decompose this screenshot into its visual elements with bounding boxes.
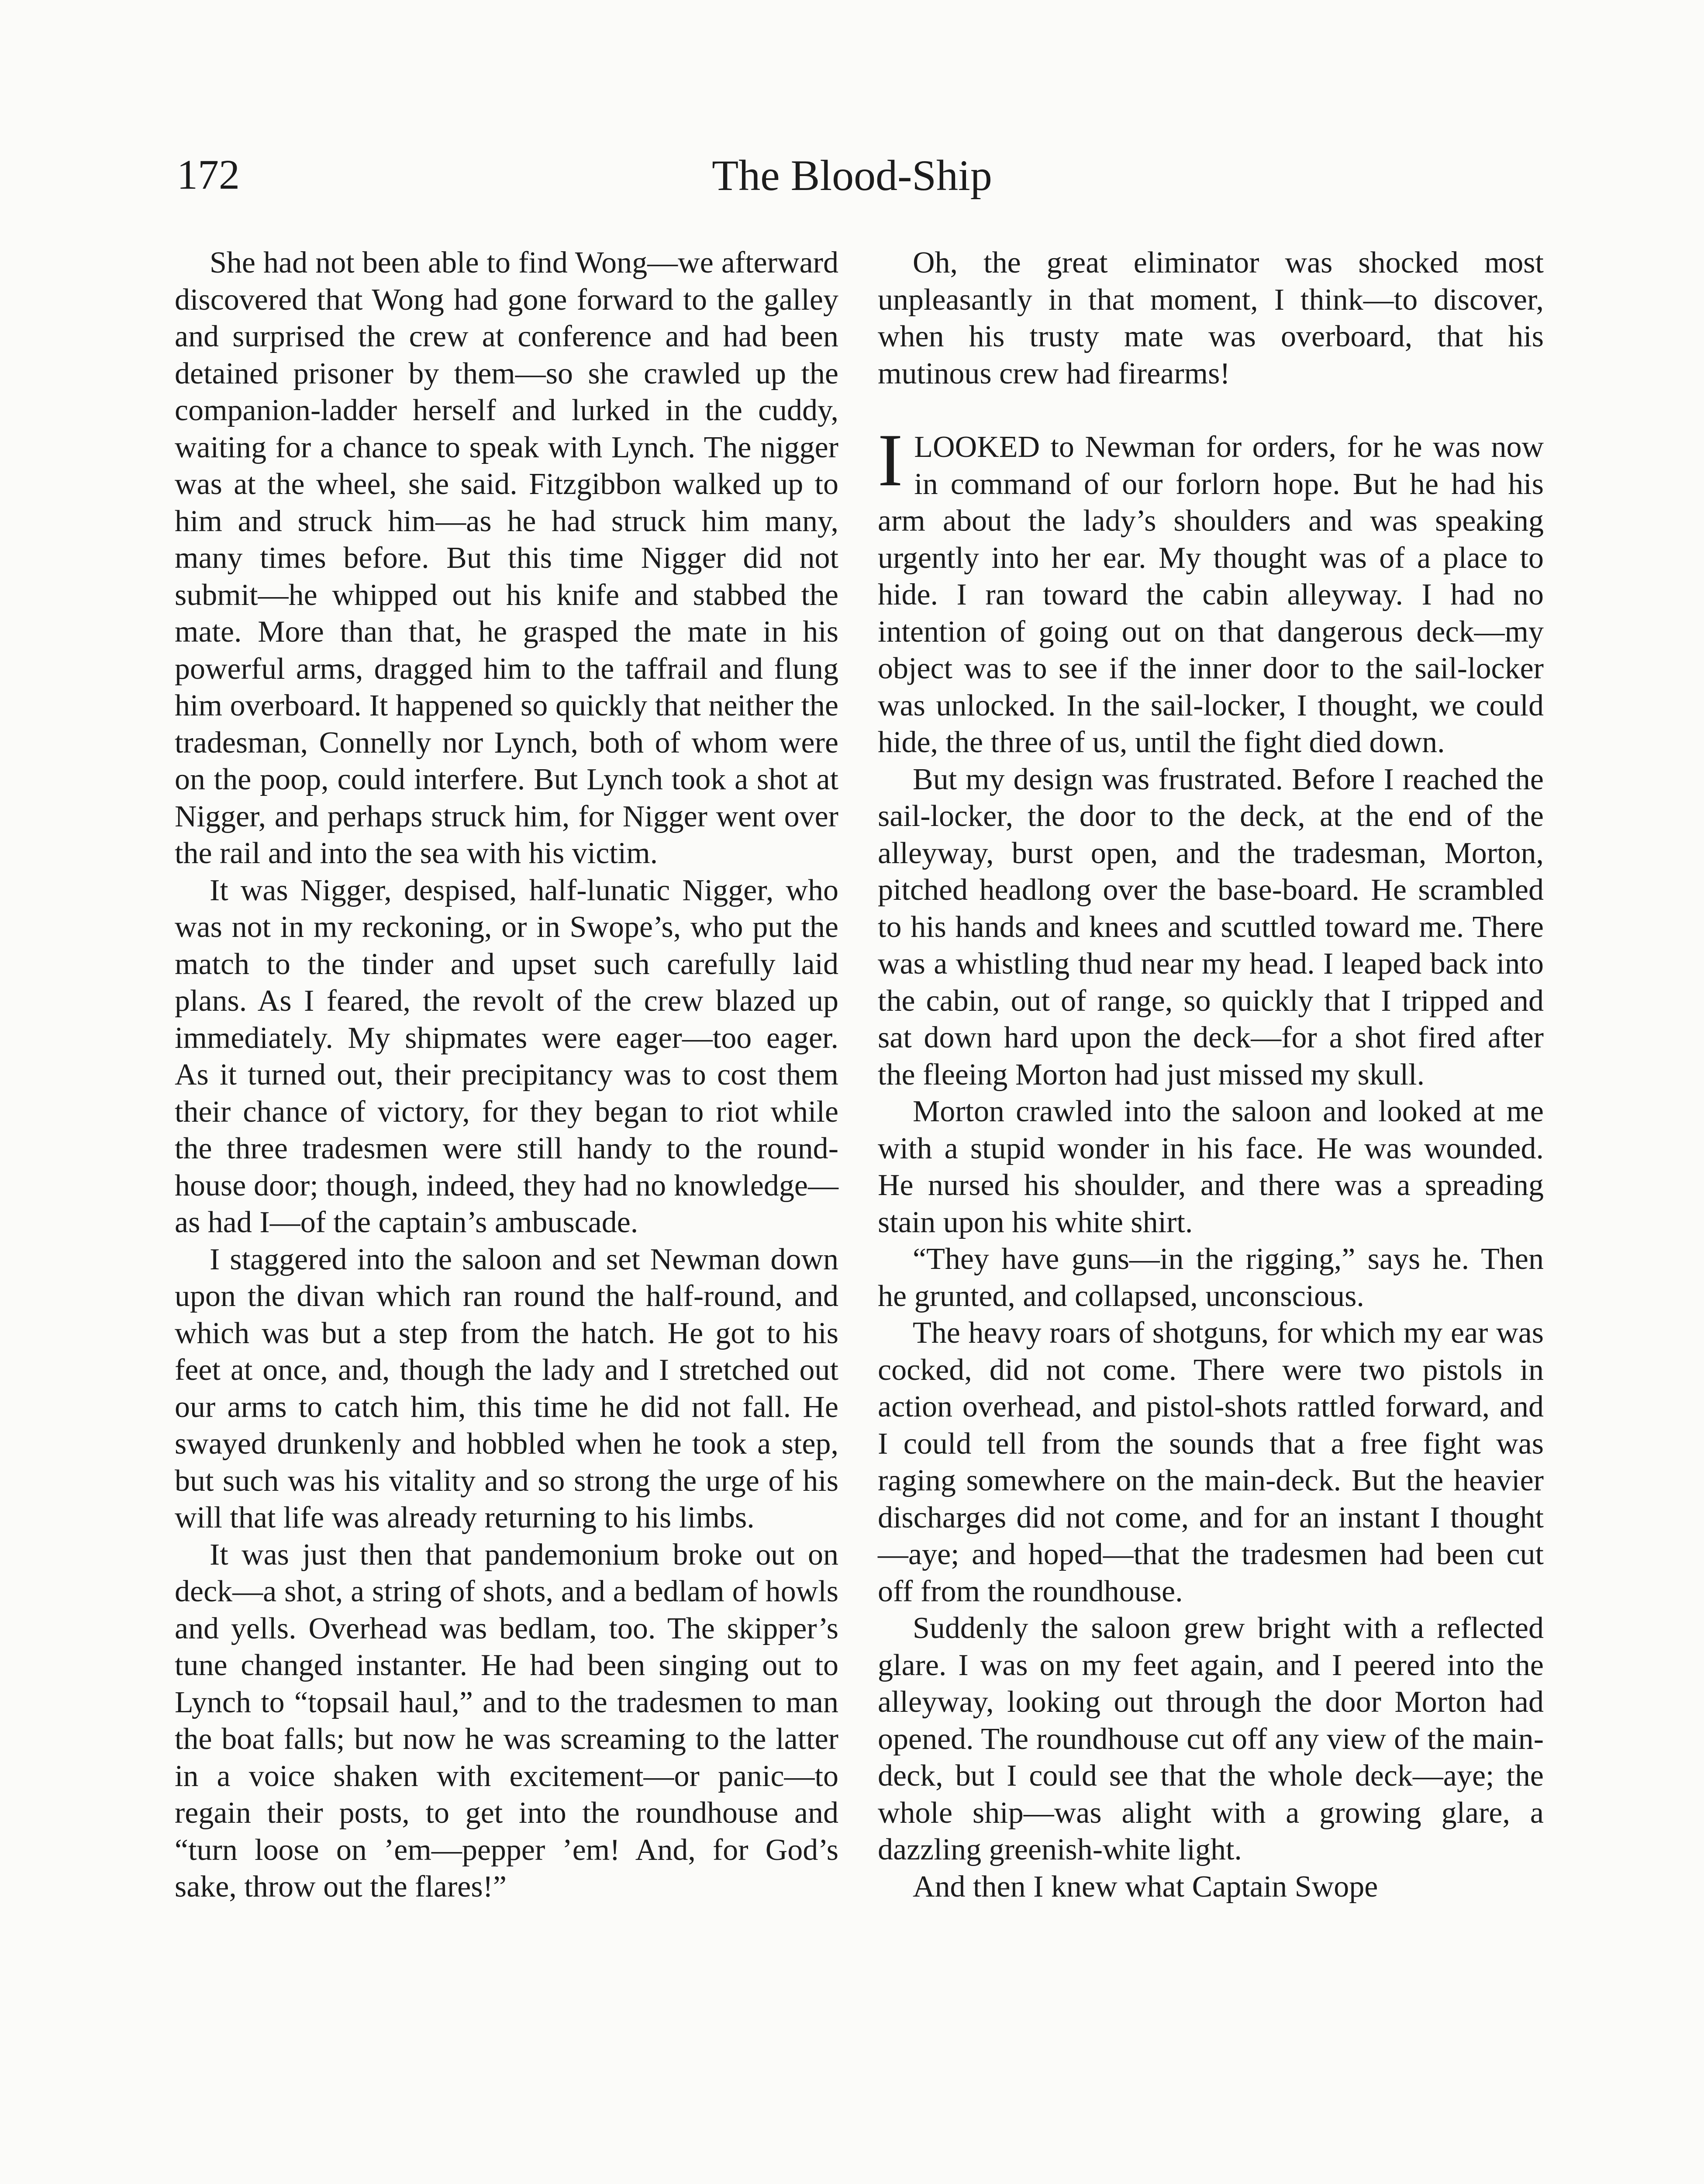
paragraph: But my design was frustrated. Before I reached the sail-locker, the door to the deck, at the end of the alleyway, burst open, and the tradesman, Morton, pitched headlong over the base-board. He scrambled to his hands and knees and scuttled toward me. There was a whistling thud near my head. I leaped back into the cabin, out of range, so quickly that I tripped and sat down hard upon the deck—for a shot fired after the fleeing Morton had just missed my skull. (878, 762, 1544, 1092)
drop-cap-initial: I (878, 419, 903, 502)
paragraph: It was just then that pandemonium broke out on deck—a shot, a string of shots, and a bedlam of howls and yells. Overhead was bedlam, too. The skipper’s tune changed instanter. He had been singing out to Lynch to “topsail haul,” and to the tradesmen to man the boat falls; but now he was screaming to the latter in a voice shaken with excitement—or panic—to regain their posts, to get into the roundhouse and “turn loose on ’em—pepper ’em! And, for God’s sake, throw out the flares!” (175, 1538, 838, 1904)
paragraph: It was Nigger, despised, half-lunatic Nigger, who was not in my reckoning, or in Swope’s, who put the match to the tinder and upset such carefully laid plans. As I feared, the revolt of the crew blazed up immediately. My shipmates were eager—too eager. As it turned out, their precipitancy was to cost them their chance of victory, for they began to riot while the three tradesmen were still handy to the roundhouse door; though, indeed, they had no knowledge—as had I—of the captain’s ambuscade. (175, 873, 838, 1239)
running-title: The Blood-Ship (712, 151, 992, 200)
paragraph: Morton crawled into the saloon and looked at me with a stupid wonder in his face. He was wounded. He nursed his shoulder, and there was a spreading stain upon his white shirt. (878, 1095, 1544, 1239)
page-number: 172 (177, 151, 240, 198)
section-paragraph-text: to Newman for orders, for he was now in command of our forlorn hope. But he had his arm about the lady’s shoulders and was speaking urgently into her ear. My thought was of a place to hide. I ran toward the cabin alleyway. I had no intention of going out on that dangerous deck—my object was to see if the inner door to the sail-locker was unlocked. In the sail-locker, I thought, we could hide, the three of us, until the fight died down. (878, 430, 1544, 759)
right-text-column (878, 245, 1544, 1905)
paragraph: “They have guns—in the rigging,” says he. Then he grunted, and collapsed, unconscious. (878, 1242, 1544, 1313)
left-text-column (175, 245, 838, 1906)
section-opening-paragraph (878, 419, 1544, 761)
paragraph: Suddenly the saloon grew bright with a reflected glare. I was on my feet again, and I peered into the alleyway, looking out through the door Morton had opened. The roundhouse cut off any view of the maindeck, but I could see that the whole deck—aye; the whole ship—was alight with a growing glare, a dazzling greenish-white light. (878, 1611, 1544, 1866)
paragraph: And then I knew what Captain Swope (913, 1870, 1378, 1904)
paragraph: The heavy roars of shotguns, for which my ear was cocked, did not come. There were two pistols in action overhead, and pistol-shots rattled forward, and I could tell from the sounds that a free fight was raging somewhere on the main-deck. But the heavier discharges did not come, and for an instant I thought—aye; and hoped—that the tradesmen had been cut off from the roundhouse. (878, 1316, 1544, 1608)
section-first-word: LOOKED (914, 430, 1040, 464)
paragraph: Oh, the great eliminator was shocked most unpleasantly in that moment, I think—to discover, when his trusty mate was overboard, that his mutinous crew had firearms! (878, 246, 1544, 390)
paragraph: I staggered into the saloon and set Newman down upon the divan which ran round the half-round, and which was but a step from the hatch. He got to his feet at once, and, though the lady and I stretched out our arms to catch him, this time he did not fall. He swayed drunkenly and hobbled when he took a step, but such was his vitality and so strong the urge of his will that life was already returning to his limbs. (175, 1242, 838, 1534)
paragraph: She had not been able to find Wong—we afterward discovered that Wong had gone forward to the galley and surprised the crew at conference and had been detained prisoner by them—so she crawled up the companion-ladder herself and lurked in the cuddy, waiting for a chance to speak with Lynch. The nigger was at the wheel, she said. Fitzgibbon walked up to him and struck him—as he had struck him many, many times before. But this time Nigger did not submit—he whipped out his knife and stabbed the mate. More than that, he grasped the mate in his powerful arms, dragged him to the taffrail and flung him overboard. It happened so quickly that neither the tradesman, Connelly nor Lynch, both of whom were on the poop, could interfere. But Lynch took a shot at Nigger, and perhaps struck him, for Nigger went over the rail and into the sea with his victim. (175, 246, 838, 870)
